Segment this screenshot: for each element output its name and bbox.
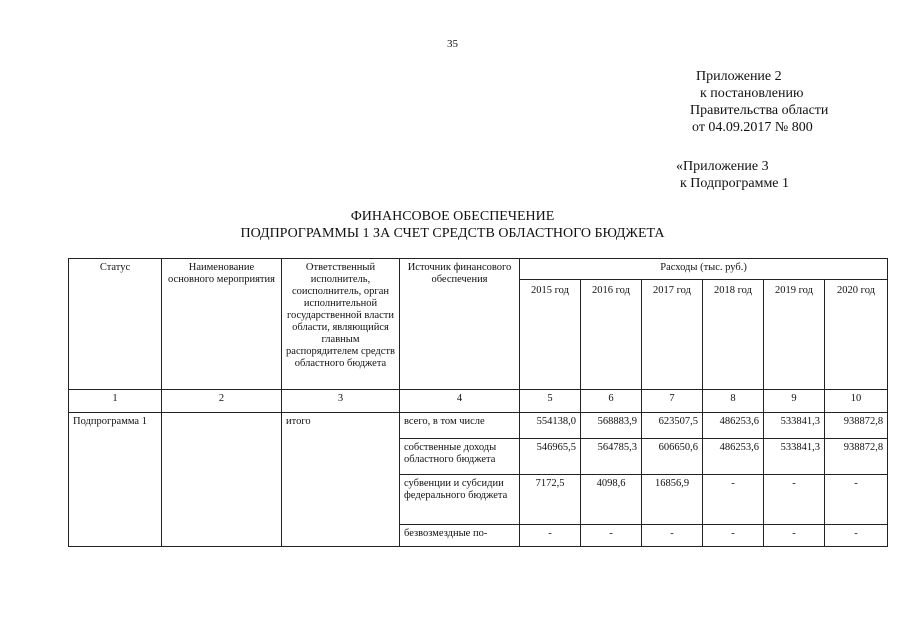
column-number: 7 — [642, 390, 703, 413]
source-cell: всего, в том числе — [400, 413, 520, 439]
header-status: Статус — [69, 259, 162, 390]
value-cell: 486253,6 — [703, 439, 764, 475]
value-cell: - — [825, 475, 888, 525]
value-cell: - — [825, 525, 888, 547]
source-cell: субвенции и субсидии федерального бюджета — [400, 475, 520, 525]
value-cell: - — [703, 475, 764, 525]
appendix-line-3: Правительства области — [690, 103, 829, 118]
column-number-row — [69, 390, 888, 413]
column-number: 5 — [520, 390, 581, 413]
column-number: 2 — [162, 390, 282, 413]
header-expenses: Расходы (тыс. руб.) — [520, 259, 888, 280]
header-year: 2018 год — [703, 280, 764, 390]
column-number: 9 — [764, 390, 825, 413]
value-cell: 938872,8 — [825, 413, 888, 439]
value-cell: - — [764, 525, 825, 547]
value-cell: 606650,6 — [642, 439, 703, 475]
value-cell: 554138,0 — [520, 413, 581, 439]
appendix-line-4: от 04.09.2017 № 800 — [692, 120, 813, 135]
value-cell: - — [642, 525, 703, 547]
value-cell: 564785,3 — [581, 439, 642, 475]
value-cell: 16856,9 — [642, 475, 703, 525]
appendix-header — [672, 68, 828, 136]
header-row — [69, 259, 888, 280]
value-cell: 623507,5 — [642, 413, 703, 439]
header-year: 2015 год — [520, 280, 581, 390]
value-cell: - — [520, 525, 581, 547]
appendix-line-1: Приложение 2 — [696, 69, 782, 84]
header-year: 2017 год — [642, 280, 703, 390]
column-number: 4 — [400, 390, 520, 413]
executor-cell: итого — [282, 413, 400, 547]
title-line-2: ПОДПРОГРАММЫ 1 ЗА СЧЕТ СРЕДСТВ ОБЛАСТНОГО БЮДЖЕТА — [240, 226, 665, 241]
page-number: 35 — [447, 38, 458, 50]
title-line-1: ФИНАНСОВОЕ ОБЕСПЕЧЕНИЕ — [350, 209, 555, 224]
value-cell: - — [764, 475, 825, 525]
value-cell: 568883,9 — [581, 413, 642, 439]
column-number: 3 — [282, 390, 400, 413]
value-cell: - — [581, 525, 642, 547]
value-cell: 533841,3 — [764, 439, 825, 475]
appendix-sub-header — [676, 158, 789, 192]
document-title — [0, 208, 905, 242]
header-year: 2020 год — [825, 280, 888, 390]
column-number: 8 — [703, 390, 764, 413]
value-cell: 486253,6 — [703, 413, 764, 439]
header-source: Источник финансового обеспечения — [400, 259, 520, 390]
source-cell: безвозмездные по- — [400, 525, 520, 547]
appendix-sub-line-2: к Подпрограмме 1 — [680, 176, 790, 191]
status-cell: Подпрограмма 1 — [69, 413, 162, 547]
value-cell: - — [703, 525, 764, 547]
appendix-line-2: к постановлению — [700, 86, 804, 101]
column-number: 1 — [69, 390, 162, 413]
table-row — [69, 413, 888, 439]
financing-table — [68, 258, 888, 547]
appendix-sub-line-1: «Приложение 3 — [676, 159, 769, 174]
column-number: 10 — [825, 390, 888, 413]
column-number: 6 — [581, 390, 642, 413]
event-name-cell — [162, 413, 282, 547]
value-cell: 546965,5 — [520, 439, 581, 475]
header-year: 2019 год — [764, 280, 825, 390]
value-cell: 7172,5 — [520, 475, 581, 525]
source-cell: собственные доходы областного бюджета — [400, 439, 520, 475]
header-executor: Ответственный исполнитель, соисполнитель, орган исполнительной государственной власти области, являющийся главным распорядителем средств областного бюджета — [282, 259, 400, 390]
header-year: 2016 год — [581, 280, 642, 390]
value-cell: 533841,3 — [764, 413, 825, 439]
header-event-name: Наименование основного мероприятия — [162, 259, 282, 390]
value-cell: 4098,6 — [581, 475, 642, 525]
value-cell: 938872,8 — [825, 439, 888, 475]
